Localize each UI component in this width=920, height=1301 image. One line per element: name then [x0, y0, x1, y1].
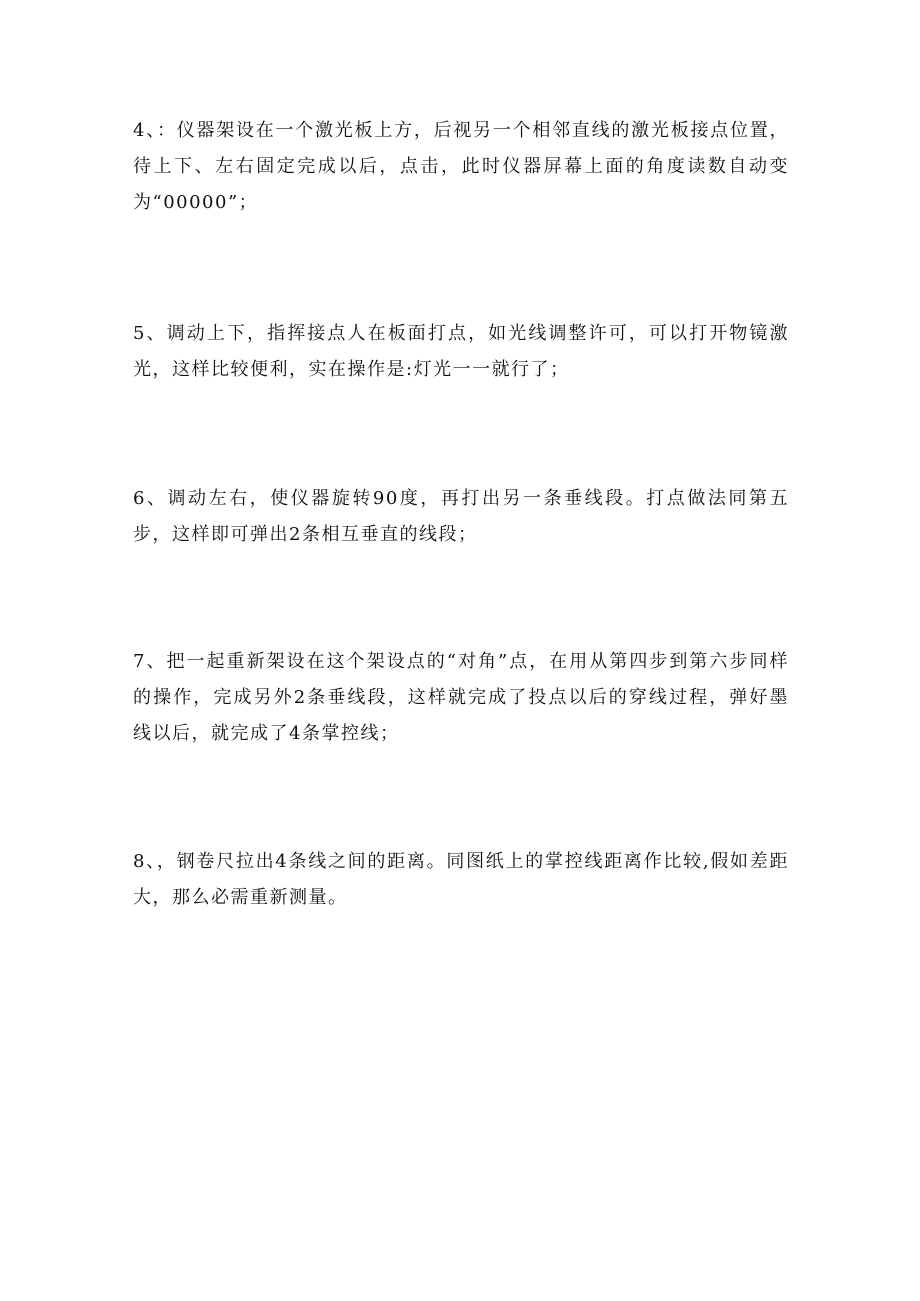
paragraph-step-5: 5、调动上下，指挥接点人在板面打点，如光线调整许可，可以打开物镜激光，这样比较便利，实在操作是:灯光一一就行了； — [133, 323, 789, 380]
paragraph-step-4: 4、：仪器架设在一个激光板上方，后视另一个相邻直线的激光板接点位置，待上下、左右固定完成以后，点击，此时仪器屏幕上面的角度读数自动变为“00000”； — [133, 120, 789, 213]
paragraph-step-8: 8、，钢卷尺拉出4条线之间的距离。同图纸上的掌控线距离作比较,假如差距大，那么必需重新测量。 — [133, 851, 789, 908]
paragraph-step-6: 6、调动左右，使仪器旋转90度，再打出另一条垂线段。打点做法同第五步，这样即可弹出2条相互垂直的线段； — [133, 488, 789, 545]
paragraph-step-7: 7、把一起重新架设在这个架设点的“对角”点，在用从第四步到第六步同样的操作，完成另外2条垂线段，这样就完成了投点以后的穿线过程，弹好墨线以后，就完成了4条掌控线； — [133, 651, 789, 744]
